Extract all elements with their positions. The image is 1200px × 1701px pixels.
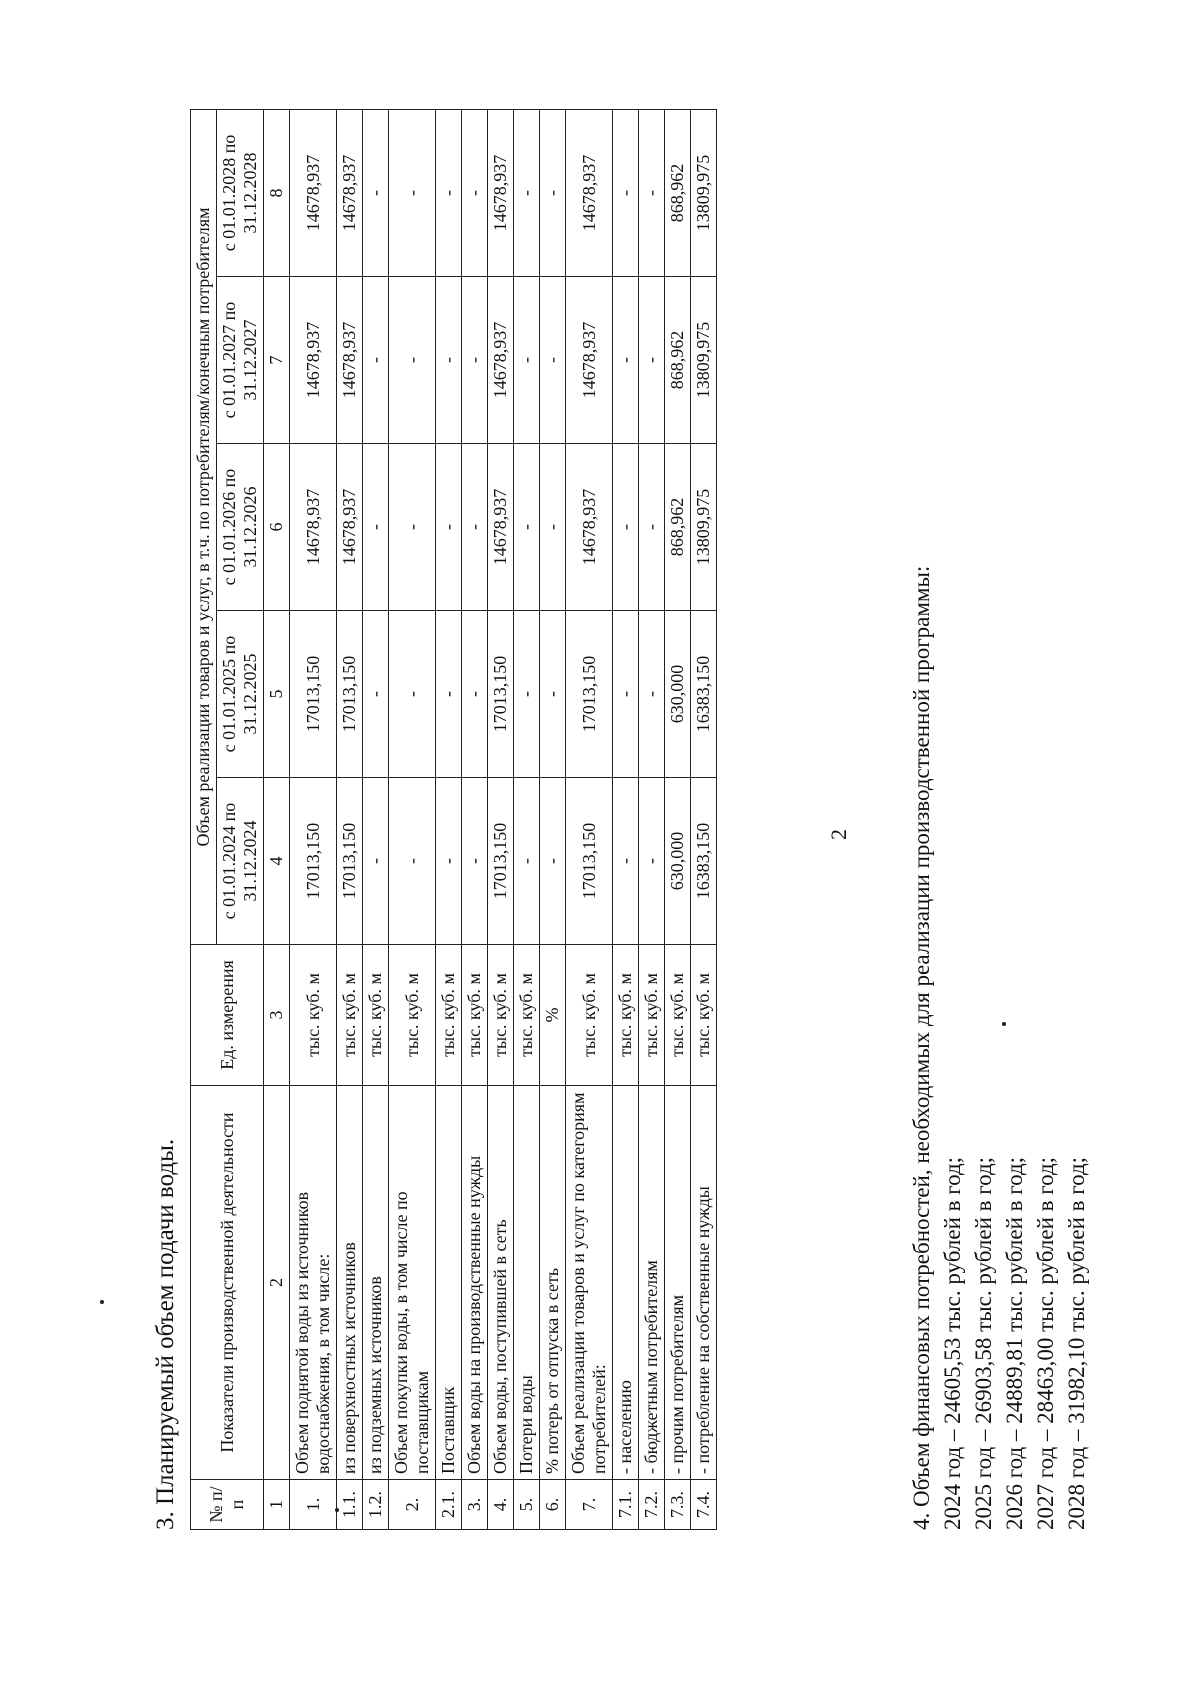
col-number: 1 [264, 1480, 290, 1530]
row-value: - [540, 611, 566, 778]
row-number: 6. [540, 1480, 566, 1530]
row-value: 17013,150 [337, 611, 363, 778]
row-value: 14678,937 [290, 109, 337, 276]
row-number: 1.1. [337, 1480, 363, 1530]
table-row [363, 109, 389, 1529]
section-4 [906, 566, 1092, 1530]
water-supply-table-wrapper [190, 110, 717, 1530]
row-value: - [514, 444, 540, 611]
row-number: 2. [389, 1480, 436, 1530]
row-value: - [436, 277, 462, 444]
row-unit: тыс. куб. м [290, 945, 337, 1086]
row-value: 14678,937 [566, 444, 613, 611]
header-unit: Ед. измерения [191, 945, 264, 1086]
financial-line-2028: 2028 год – 31982,10 тыс. рублей в год; [1064, 1156, 1089, 1530]
row-value: - [462, 778, 488, 945]
row-value: 14678,937 [488, 109, 514, 276]
row-unit: % [540, 945, 566, 1086]
col-number: 5 [264, 611, 290, 778]
row-unit: тыс. куб. м [691, 945, 717, 1086]
row-indicator: - населению [613, 1086, 639, 1480]
row-indicator: Объем реализации товаров и услуг по категориям потребителей: [566, 1086, 613, 1480]
row-value: - [540, 444, 566, 611]
row-value: - [363, 611, 389, 778]
row-indicator: Объем воды на производственные нужды [462, 1086, 488, 1480]
row-value: 14678,937 [566, 109, 613, 276]
row-indicator: Объем поднятой воды из источников водоснабжения, в том числе: [290, 1086, 337, 1480]
row-unit: тыс. куб. м [514, 945, 540, 1086]
row-number: 7.2. [639, 1480, 665, 1530]
row-value: - [613, 444, 639, 611]
table-row [514, 109, 540, 1529]
row-value: - [389, 778, 436, 945]
row-unit: тыс. куб. м [337, 945, 363, 1086]
row-value: 868,962 [665, 109, 691, 276]
row-number: 7. [566, 1480, 613, 1530]
row-value: - [639, 109, 665, 276]
row-value: 17013,150 [566, 611, 613, 778]
row-value: - [540, 277, 566, 444]
row-value: - [613, 611, 639, 778]
row-value: - [363, 277, 389, 444]
section-4-title: 4. Объем финансовых потребностей, необходимых для реализации производственной программы: [909, 565, 934, 1530]
row-value: 868,962 [665, 444, 691, 611]
row-value: - [540, 109, 566, 276]
row-value: - [389, 277, 436, 444]
row-indicator: - бюджетным потребителям [639, 1086, 665, 1480]
table-row [540, 109, 566, 1529]
row-value: - [389, 444, 436, 611]
row-value: - [639, 277, 665, 444]
section-3-title: 3. Планируемый объем подачи воды. [152, 1138, 179, 1530]
row-value: - [363, 109, 389, 276]
row-value: - [514, 778, 540, 945]
row-unit: тыс. куб. м [488, 945, 514, 1086]
col-number: 4 [264, 778, 290, 945]
row-indicator: - потребление на собственные нужды [691, 1086, 717, 1480]
row-value: - [389, 109, 436, 276]
row-value: 14678,937 [337, 277, 363, 444]
row-value: 14678,937 [290, 277, 337, 444]
table-row [566, 109, 613, 1529]
col-number: 8 [264, 109, 290, 276]
rotated-content [90, 60, 1140, 1560]
header-row-1 [191, 109, 217, 1529]
row-value: 17013,150 [488, 778, 514, 945]
row-number: 5. [514, 1480, 540, 1530]
col-number: 7 [264, 277, 290, 444]
row-value: 16383,150 [691, 778, 717, 945]
header-period-2028: с 01.01.2028 по 31.12.2028 [217, 109, 264, 276]
row-value: - [389, 611, 436, 778]
row-value: - [462, 611, 488, 778]
col-number: 2 [264, 1086, 290, 1480]
row-value: 14678,937 [488, 444, 514, 611]
table-row [389, 109, 436, 1529]
row-value: - [613, 778, 639, 945]
row-number: 3. [462, 1480, 488, 1530]
row-value: - [436, 444, 462, 611]
row-unit: тыс. куб. м [639, 945, 665, 1086]
table-row [691, 109, 717, 1529]
row-number: 7.3. [665, 1480, 691, 1530]
row-value: - [514, 109, 540, 276]
header-volume-group: Объем реализации товаров и услуг, в т.ч. по потребителям/конечным потребителям [191, 109, 217, 944]
financial-line-2027: 2027 год – 28463,00 тыс. рублей в год; [1033, 1156, 1058, 1530]
row-value: - [639, 778, 665, 945]
col-number: 6 [264, 444, 290, 611]
row-number: 1. [290, 1480, 337, 1530]
row-unit: тыс. куб. м [436, 945, 462, 1086]
row-indicator: Потери воды [514, 1086, 540, 1480]
row-value: - [639, 444, 665, 611]
table-row [462, 109, 488, 1529]
header-period-2026: с 01.01.2026 по 31.12.2026 [217, 444, 264, 611]
water-supply-table [190, 109, 717, 1530]
table-row [337, 109, 363, 1529]
row-value: - [462, 277, 488, 444]
header-period-2027: с 01.01.2027 по 31.12.2027 [217, 277, 264, 444]
header-period-2025: с 01.01.2025 по 31.12.2025 [217, 611, 264, 778]
row-unit: тыс. куб. м [613, 945, 639, 1086]
row-indicator: % потерь от отпуска в сеть [540, 1086, 566, 1480]
row-value: 14678,937 [337, 444, 363, 611]
row-value: 630,000 [665, 778, 691, 945]
row-unit: тыс. куб. м [462, 945, 488, 1086]
row-number: 4. [488, 1480, 514, 1530]
row-value: 17013,150 [566, 778, 613, 945]
table-row [290, 109, 337, 1529]
row-value: - [613, 277, 639, 444]
row-value: 17013,150 [290, 778, 337, 945]
row-indicator: Объем воды, поступившей в сеть [488, 1086, 514, 1480]
row-value: - [436, 611, 462, 778]
row-value: - [639, 611, 665, 778]
row-value: - [514, 277, 540, 444]
row-value: - [462, 444, 488, 611]
row-indicator: - прочим потребителям [665, 1086, 691, 1480]
row-value: 14678,937 [488, 277, 514, 444]
row-indicator: Объем покупки воды, в том числе по поставщикам [389, 1086, 436, 1480]
row-value: - [514, 611, 540, 778]
row-value: 17013,150 [290, 611, 337, 778]
row-unit: тыс. куб. м [389, 945, 436, 1086]
financial-line-2026: 2026 год – 24889,81 тыс. рублей в год; [1002, 1156, 1027, 1530]
row-value: 16383,150 [691, 611, 717, 778]
row-value: - [613, 109, 639, 276]
row-indicator: из поверхностных источников [337, 1086, 363, 1480]
row-value: 868,962 [665, 277, 691, 444]
table-row [639, 109, 665, 1529]
row-value: - [363, 444, 389, 611]
row-value: - [436, 109, 462, 276]
row-value: - [363, 778, 389, 945]
table-row [436, 109, 462, 1529]
row-unit: тыс. куб. м [566, 945, 613, 1086]
row-number: 7.4. [691, 1480, 717, 1530]
row-value: 13809,975 [691, 277, 717, 444]
header-num: № п/п [191, 1480, 264, 1530]
table-row [665, 109, 691, 1529]
table-row [613, 109, 639, 1529]
row-number: 7.1. [613, 1480, 639, 1530]
col-number: 3 [264, 945, 290, 1086]
row-value: 14678,937 [290, 444, 337, 611]
page-number: 2 [826, 829, 851, 840]
column-numbers-row [264, 109, 290, 1529]
header-period-2024: с 01.01.2024 по 31.12.2024 [217, 778, 264, 945]
row-unit: тыс. куб. м [363, 945, 389, 1086]
row-number: 2.1. [436, 1480, 462, 1530]
row-value: - [540, 778, 566, 945]
row-value: - [436, 778, 462, 945]
table-row [488, 109, 514, 1529]
row-indicator: Поставщик [436, 1086, 462, 1480]
row-value: 13809,975 [691, 444, 717, 611]
financial-line-2024: 2024 год – 24605,53 тыс. рублей в год; [940, 1156, 965, 1530]
row-indicator: из подземных источников [363, 1086, 389, 1480]
row-value: 14678,937 [337, 109, 363, 276]
row-value: 13809,975 [691, 109, 717, 276]
row-value: 14678,937 [566, 277, 613, 444]
table-body [191, 109, 717, 1529]
row-value: 17013,150 [337, 778, 363, 945]
row-value: 17013,150 [488, 611, 514, 778]
row-value: - [462, 109, 488, 276]
financial-line-2025: 2025 год – 26903,58 тыс. рублей в год; [971, 1156, 996, 1530]
row-value: 630,000 [665, 611, 691, 778]
row-number: 1.2. [363, 1480, 389, 1530]
header-indicator: Показатели производственной деятельности [191, 1086, 264, 1480]
row-unit: тыс. куб. м [665, 945, 691, 1086]
